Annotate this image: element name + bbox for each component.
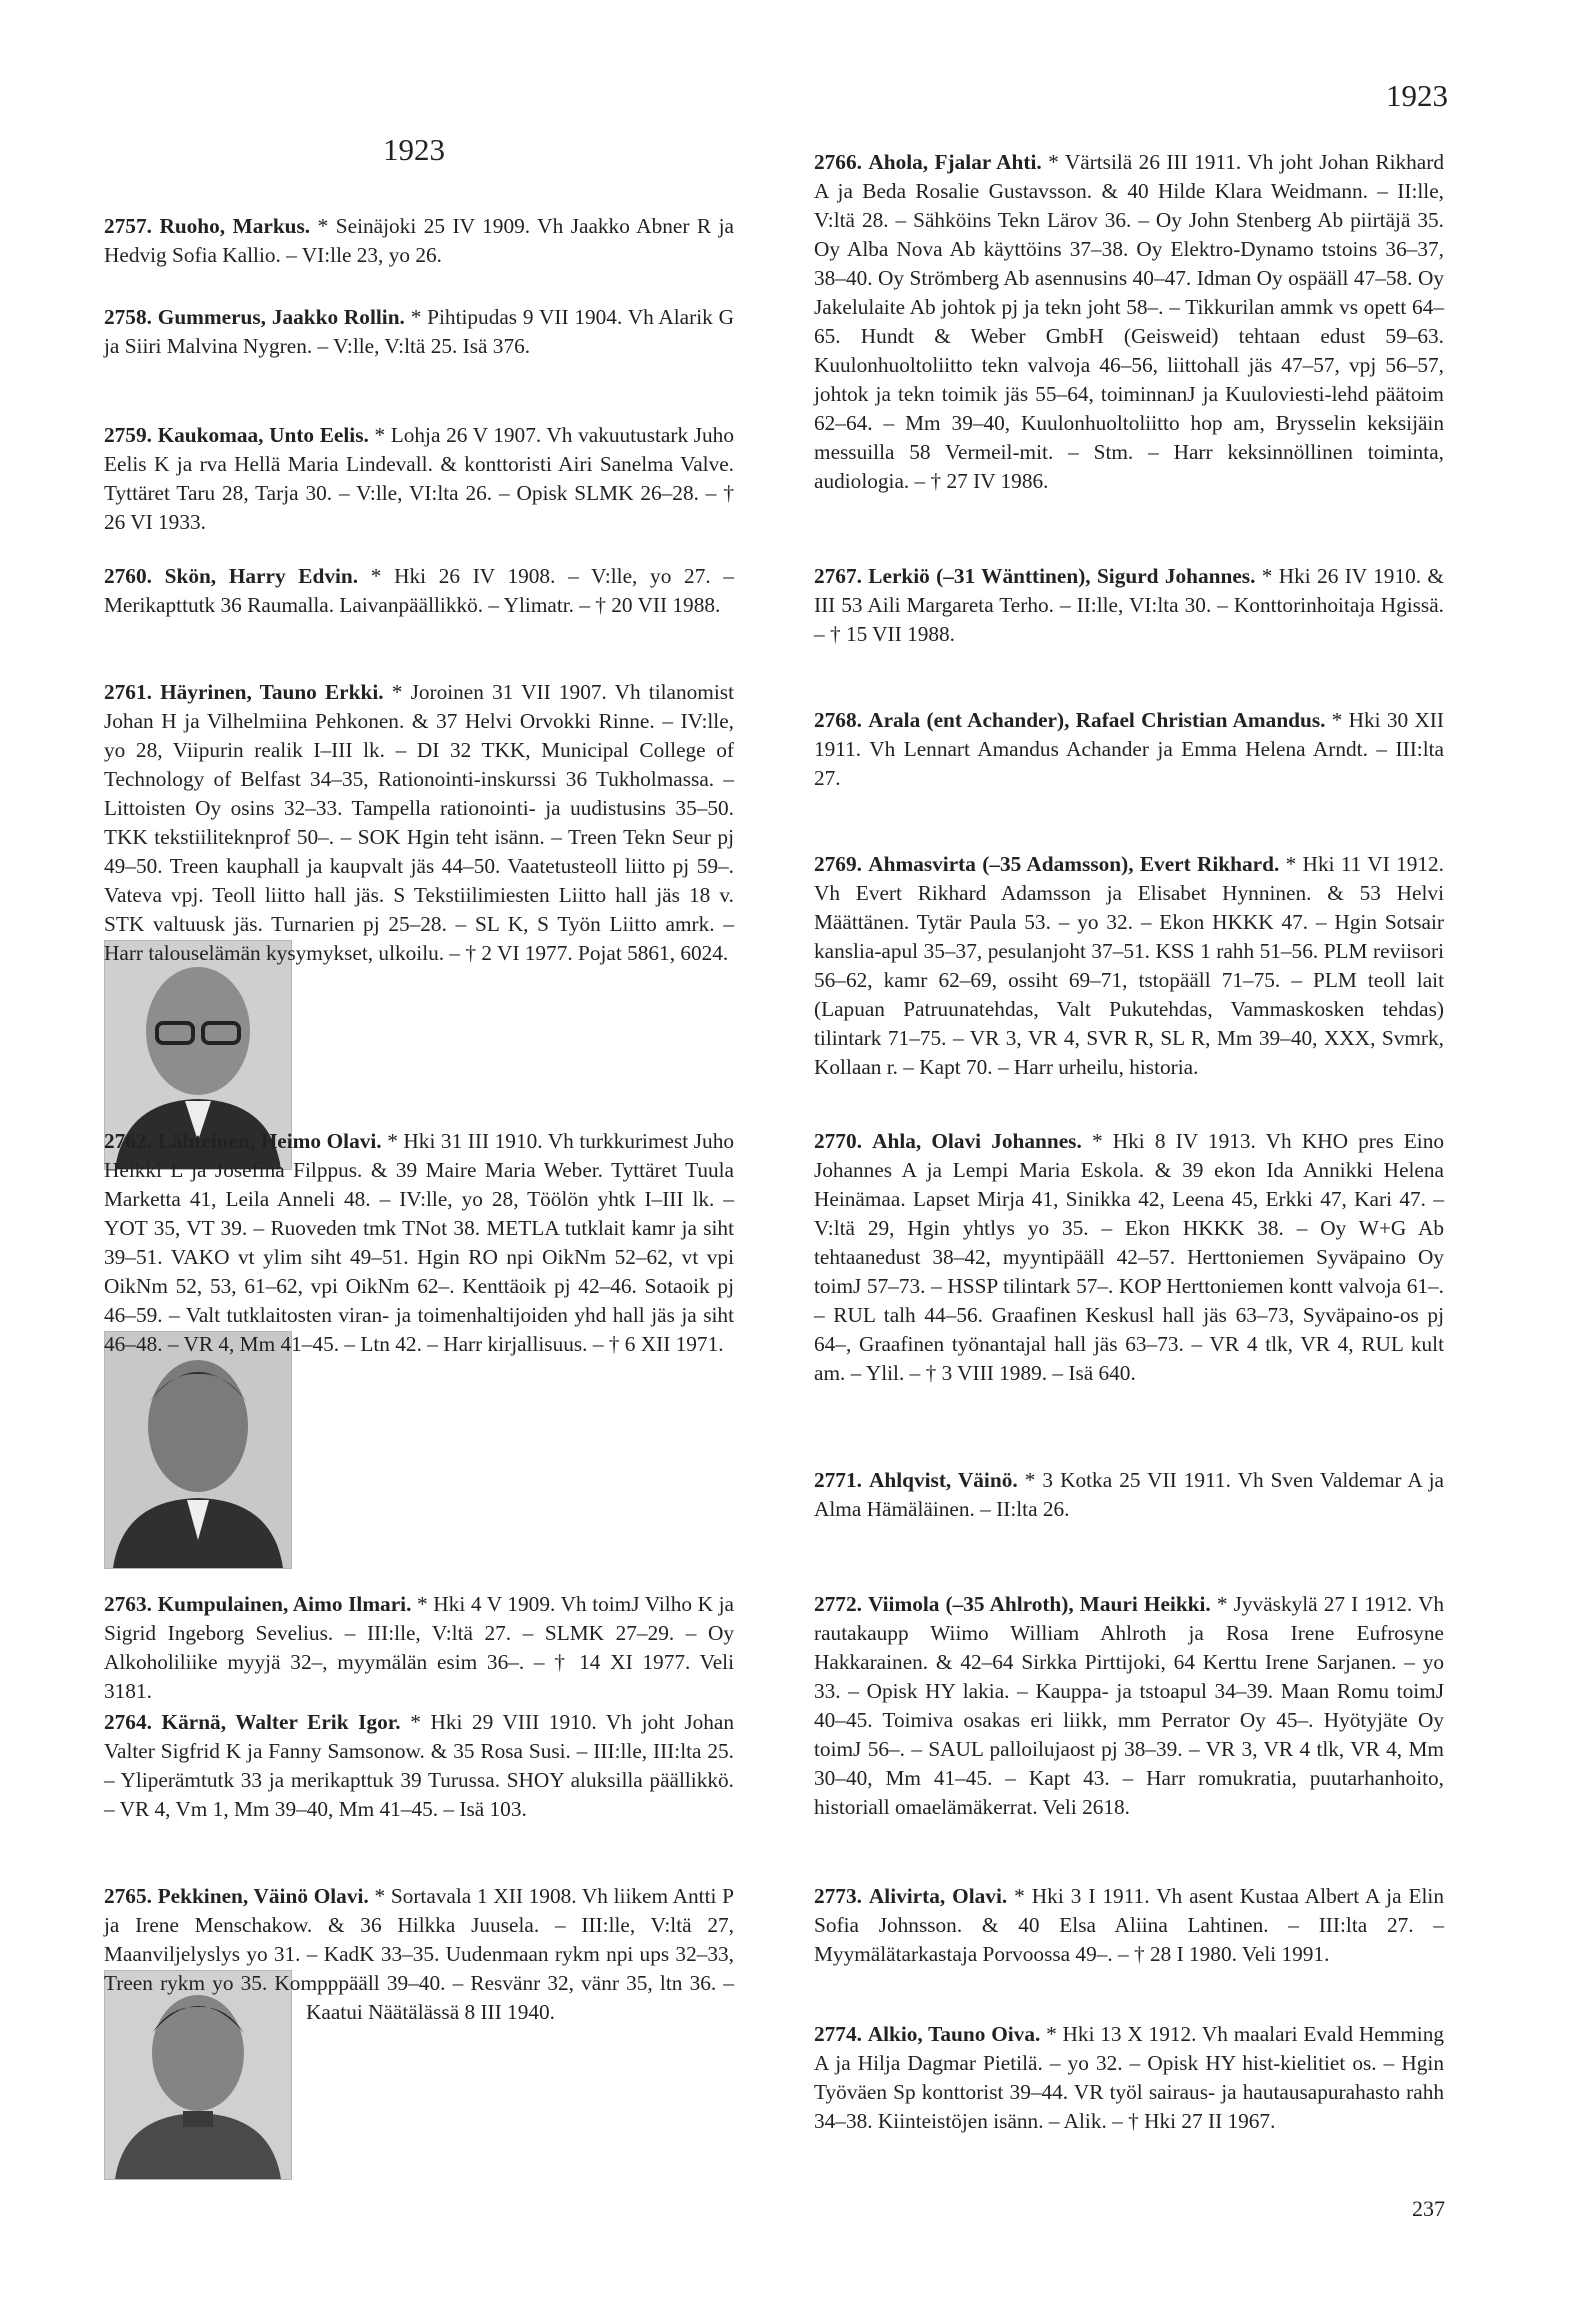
entry-number: 2761.: [104, 680, 152, 704]
left-running-year: 1923: [383, 132, 445, 167]
entry-2759: [104, 421, 734, 537]
entry-2764: [104, 1708, 734, 1824]
entry-name: Ahola, Fjalar Ahti.: [868, 150, 1042, 174]
portrait-icon: [105, 1971, 291, 2179]
entry-2760: [104, 562, 734, 620]
entry-number: 2773.: [814, 1884, 862, 1908]
entry-name: Ahla, Olavi Johannes.: [872, 1129, 1082, 1153]
entry-text: * Hki 26 IV 1910. & III 53 Aili Margareta Terho. – II:lle, VI:lta 30. – Konttorinhoitaja Hgissä. – † 15 VII 1988.: [814, 564, 1444, 646]
entry-number: 2766.: [814, 150, 862, 174]
entry-2769: [814, 850, 1444, 1082]
entry-text: * Värtsilä 26 III 1911. Vh joht Johan Rikhard A ja Beda Rosalie Gustavsson. & 40 Hilde Klara Weidmann. – II:lle, V:ltä 28. – Sähköins Tekn Lärov 36. – Oy John Stenberg Ab piirtäjä 35. Oy Alba Nova Ab käyttöins 37–38. Oy Elektro-Dynamo tstoins 36–37, 38–40. Oy Strömberg Ab asennusins 40–47. Idman Oy ospääll 47–58. Oy Jakelulaite Ab johtok pj ja tekn joht 58–. – Tikkurilan ammk vs opett 64–65. Hundt & Weber GmbH (Geisweid) tehtaan edust 59–63. Kuulonhuoltoliitto tekn valvoja 46–56, liittohall jäs 47–57, vpj 56–57, johtok ja tekn toimik jäs 55–64, toiminnanJ ja Kuuloviesti-lehd päätoim 62–64. – Mm 39–40, Kuulonhuoltoliitto hop am, Brysselin keksijäin messuilla 58 Vermeil-mit. – Stm. – Harr keksinnöllinen toiminta, audiologia. – † 27 IV 1986.: [814, 150, 1444, 493]
entry-number: 2771.: [814, 1468, 862, 1492]
entry-2757: [104, 212, 734, 270]
entry-text: * Hki 11 VI 1912. Vh Evert Rikhard Adamsson ja Elisabet Hynninen. & 53 Helvi Määttänen. Tytär Paula 53. – yo 32. – Ekon HKKK 47. – Hgin Sotsair kanslia-apul 35–37, pesulanjoht 37–51. KSS 1 rahh 51–56. PLM reviisori 56–62, kamr 62–69, ossiht 69–71, tstopääll 71–75. – PLM teoll lait (Lapuan Patruunatehdas, Valt Pukutehdas, Vammaskosken tehdas) tilintark 71–75. – VR 3, VR 4, SVR R, SL R, Mm 39–40, XXX, Svmrk, Kollaan r. – Kapt 70. – Harr urheilu, historia.: [814, 852, 1444, 1079]
entry-name: Viimola (–35 Ahlroth), Mauri Heikki.: [868, 1592, 1211, 1616]
entry-text: * Pihtipudas 9 VII 1904. Vh Alarik G ja Siiri Malvina Nygren. – V:lle, V:ltä 25. Isä 376.: [104, 305, 734, 358]
entry-text: * Jyväskylä 27 I 1912. Vh rautakaupp Wiimo William Ahlroth ja Rosa Irene Eufrosyne Hakkarainen. & 42–64 Sirkka Pirttijoki, 64 Kerttu Irene Sarjanen. – yo 33. – Opisk HY lakia. – Kauppa- ja tstoapul 34–39. Maan Romu toimJ 40–45. Toimiva osakas eri liikk, mm Perrator Oy 45–. Hyötyjäte Oy toimJ 56–. – SAUL palloilujaost pj 38–39. – VR 3, VR 4 tlk, VR 4, Mm 30–40, Mm 41–45. – Kapt 43. – Harr romukratia, puutarhanhoito, historiall omaelämäkerrat. Veli 2618.: [814, 1592, 1444, 1819]
portrait-photo: [104, 1331, 292, 1569]
entry-2770: [814, 1127, 1444, 1388]
portrait-icon: [105, 1332, 291, 1568]
entry-name: Häyrinen, Tauno Erkki.: [160, 680, 384, 704]
entry-name: Pekkinen, Väinö Olavi.: [157, 1884, 369, 1908]
entry-number: 2767.: [814, 564, 862, 588]
entry-number: 2759.: [104, 423, 152, 447]
entry-2772: [814, 1590, 1444, 1822]
entry-text: * Hki 26 IV 1908. – V:lle, yo 27. – Merikapttutk 36 Raumalla. Laivanpäällikkö. – Ylimatr. – † 20 VII 1988.: [104, 564, 734, 617]
entry-2773: [814, 1882, 1444, 1969]
entry-name: Ahlqvist, Väinö.: [868, 1468, 1018, 1492]
entry-text: * Hki 30 XII 1911. Vh Lennart Amandus Achander ja Emma Helena Arndt. – III:lta 27.: [814, 708, 1444, 790]
entry-text: * Hki 13 X 1912. Vh maalari Evald Hemming A ja Hilja Dagmar Pietilä. – yo 32. – Opisk HY hist-kielitiet os. – Hgin Työväen Sp konttorist 39–44. VR työl sairaus- ja hautausapurahasto rahh 34–38. Kiinteistöjen isänn. – Alik. – † Hki 27 II 1967.: [814, 2022, 1444, 2133]
entry-name: Kaukomaa, Unto Eelis.: [157, 423, 369, 447]
entry-text: * Hki 4 V 1909. Vh toimJ Vilho K ja Sigrid Ingeborg Sevelius. – III:lle, V:ltä 27. – SLMK 27–29. – Oy Alkoholiliike myyjä 32–, myymälän esim 36–. – † 14 XI 1977. Veli 3181.: [104, 1592, 735, 1703]
entry-name: Skön, Harry Edvin.: [164, 564, 359, 588]
entry-text: * Hki 31 III 1910. Vh turkkurimest Juho Heikki L ja Josefina Filppus. & 39 Maire Maria Weber. Tyttäret Tuula Marketta 41, Leila Anneli 48. – IV:lle, yo 28, Töölön yhtk I–III lk. – YOT 35, VT 39. – Ruoveden tmk TNot 38. METLA tutklait kamr ja siht 39–51. VAKO vt ylim siht 49–51. Hgin RO npi OikNm 52–62, vt vpi OikNm 52, 53, 61–62, vpi OikNm 62–. Kenttäoik pj 42–46. Sotaoik pj 46–59. – Valt tutklaitosten viran- ja toimenhaltijoiden yhd hall jäs ja siht 46–48. – VR 4, Mm 41–45. – Ltn 42. – Harr kirjallisuus. – † 6 XII 1971.: [104, 1129, 735, 1356]
entry-number: 2763.: [104, 1592, 152, 1616]
entry-name: Gummerus, Jaakko Rollin.: [157, 305, 405, 329]
right-running-year: 1923: [1386, 78, 1448, 113]
entry-name: Ahmasvirta (–35 Adamsson), Evert Rikhard.: [868, 852, 1280, 876]
entry-2774: [814, 2020, 1444, 2136]
entry-number: 2774.: [814, 2022, 862, 2046]
entry-number: 2764.: [104, 1710, 152, 1734]
entry-2766: [814, 148, 1444, 496]
entry-number: 2765.: [104, 1884, 152, 1908]
entry-text: * 3 Kotka 25 VII 1911. Vh Sven Valdemar A ja Alma Hämäläinen. – II:lta 26.: [814, 1468, 1444, 1521]
entry-2763: [104, 1590, 734, 1706]
entry-2762: [104, 1127, 734, 1575]
entry-number: 2760.: [104, 564, 152, 588]
entry-name: Kumpulainen, Aimo Ilmari.: [157, 1592, 412, 1616]
entry-name: Lähteinen, Heimo Olavi.: [157, 1129, 382, 1153]
entry-number: 2770.: [814, 1129, 862, 1153]
entry-2768: [814, 706, 1444, 793]
entry-2761: [104, 678, 734, 1176]
entry-2758: [104, 303, 734, 361]
entry-name: Alkio, Tauno Oiva.: [867, 2022, 1041, 2046]
entry-text: * Seinäjoki 25 IV 1909. Vh Jaakko Abner R ja Hedvig Sofia Kallio. – VI:lle 23, yo 26.: [104, 214, 734, 267]
entry-name: Arala (ent Achander), Rafael Christian Amandus.: [868, 708, 1326, 732]
entry-number: 2757.: [104, 214, 152, 238]
entry-text: * Joroinen 31 VII 1907. Vh tilanomist Johan H ja Vilhelmiina Pehkonen. & 37 Helvi Orvokki Rinne. – IV:lle, yo 28, Viipurin realik I–III lk. – DI 32 TKK, Municipal College of Technology of Belfast 34–35, Rationointi-inskurssi 36 Tukholmassa. – Littoisten Oy osins 32–33. Tampella rationointi- ja uudistusins 35–50. TKK tekstiiliteknprof 50–. – SOK Hgin teht isänn. – Treen Tekn Seur pj 49–50. Treen kauphall ja kaupvalt jäs 44–50. Vaatetusteoll liitto pj 59–. Vateva vpj. Teoll liitto hall jäs. S Tekstiilimiesten Liitto hall jäs 18 v. STK valtuusk jäs. Turnarien pj 25–28. – SL K, S Työn Liitto amrk. – Harr talouselämän kysymykset, ulkoilu. – † 2 VI 1977. Pojat 5861, 6024.: [104, 680, 734, 965]
entry-text: * Hki 3 I 1911. Vh asent Kustaa Albert A ja Elin Sofia Johnsson. & 40 Elsa Aliina Lahtinen. – III:lta 27. – Myymälätarkastaja Porvoossa 49–. – † 28 I 1980. Veli 1991.: [814, 1884, 1444, 1966]
entry-2767: [814, 562, 1444, 649]
entry-text: * Hki 8 IV 1913. Vh KHO pres Eino Johannes A ja Lempi Maria Eskola. & 39 ekon Ida Annikki Helena Heinämaa. Lapset Mirja 41, Sinikka 42, Leena 45, Erkki 47, Kari 47. – V:ltä 29, Hgin yhtlys yo 35. – Ekon HKKK 38. – Oy W+G Ab tehtaanedust 38–42, myyntipääll 42–57. Herttoniemen Syväpaino Oy toimJ 57–73. – HSSP tilintark 57–. KOP Herttoniemen kontt valvoja 61–. – RUL talh 44–56. Graafinen Keskusl hall jäs 63–73, Syväpaino-os pj 64–, Graafinen työnantajal hall jäs 63–73. – VR 4 tlk, VR 4, RUL kult am. – Ylil. – † 3 VIII 1989. – Isä 640.: [814, 1129, 1444, 1385]
entry-number: 2768.: [814, 708, 862, 732]
entry-number: 2758.: [104, 305, 152, 329]
entry-number: 2769.: [814, 852, 862, 876]
entry-number: 2772.: [814, 1592, 862, 1616]
entry-text: * Hki 29 VIII 1910. Vh joht Johan Valter Sigfrid K ja Fanny Samsonow. & 35 Rosa Susi. – III:lle, III:lta 25. – Yliperämtutk 33 ja merikapttuk 39 Turussa. SHOY aluksilla päällikkö. – VR 4, Vm 1, Mm 39–40, Mm 41–45. – Isä 103.: [104, 1710, 734, 1821]
entry-text: * Lohja 26 V 1907. Vh vakuutustark Juho Eelis K ja rva Hellä Maria Lindevall. & konttoristi Airi Sanelma Valve. Tyttäret Taru 28, Tarja 30. – V:lle, VI:lta 26. – Opisk SLMK 26–28. – † 26 VI 1933.: [104, 423, 734, 534]
entry-text: * Sortavala 1 XII 1908. Vh liikem Antti P ja Irene Menschakow. & 36 Hilkka Juusela. – III:lle, V:ltä 27, Maanviljelyslys yo 31. – KadK 33–35. Uudenmaan rykm npi ups 32–33, Treen rykm yo 35. Kompppääll 39–40. – Resvänr 32, vänr 35, ltn 36. – Kaatui Näätälässä 8 III 1940.: [104, 1884, 734, 2024]
entry-2765: [104, 1882, 734, 2186]
entry-name: Ruoho, Markus.: [159, 214, 311, 238]
entry-number: 2762.: [104, 1129, 152, 1153]
entry-name: Lerkiö (–31 Wänttinen), Sigurd Johannes.: [868, 564, 1256, 588]
page-number: 237: [1412, 2196, 1445, 2221]
portrait-photo: [104, 1970, 292, 2180]
entry-name: Alivirta, Olavi.: [868, 1884, 1008, 1908]
entry-2771: [814, 1466, 1444, 1524]
entry-name: Kärnä, Walter Erik Igor.: [161, 1710, 401, 1734]
